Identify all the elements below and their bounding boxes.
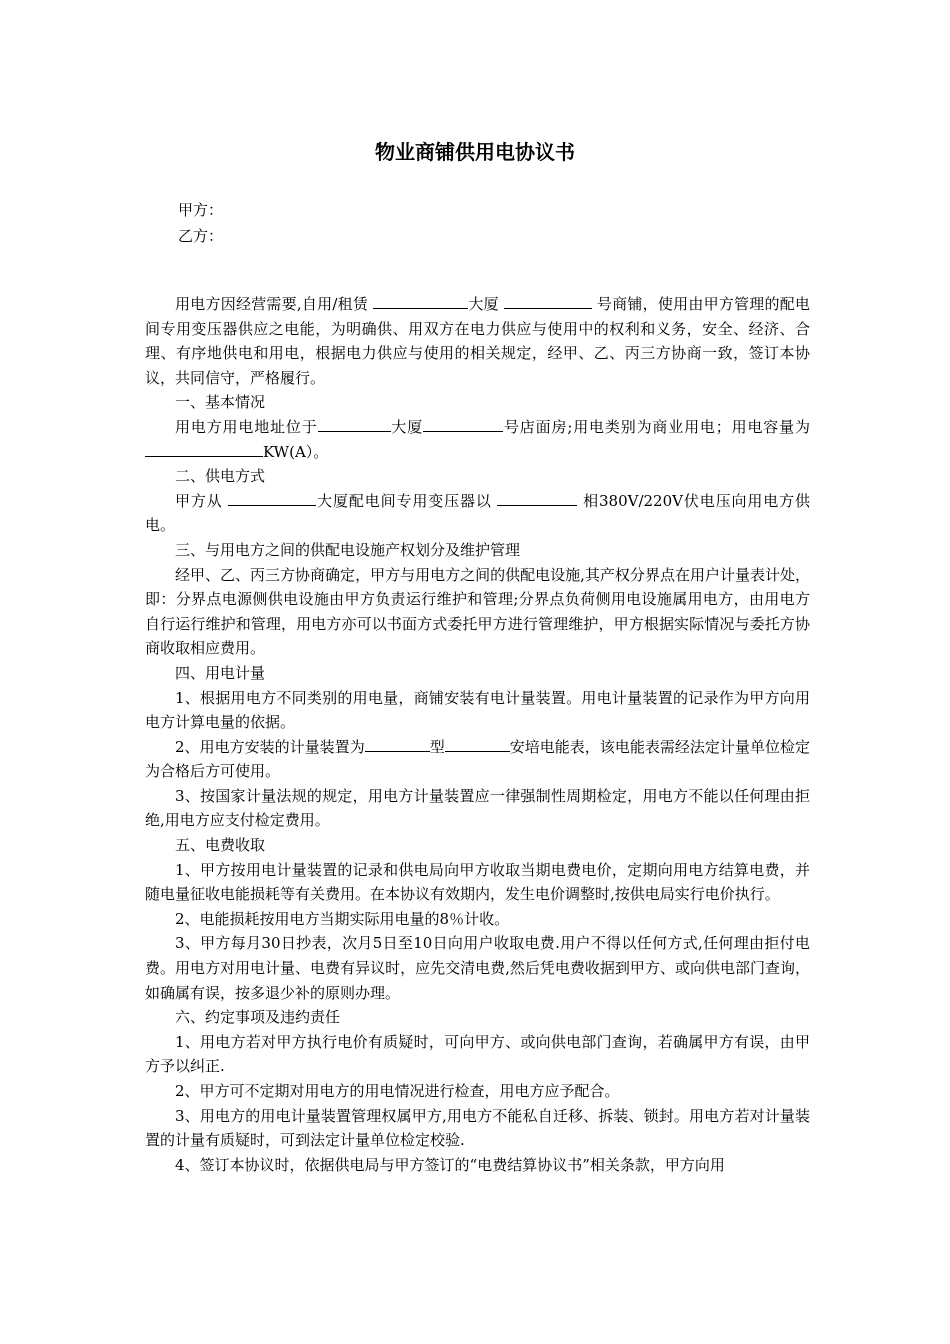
section-paragraph: 1、用电方若对甲方执行电价有质疑时，可向甲方、或向供电部门查询，若确属甲方有误，由甲方予以纠正.: [145, 1032, 810, 1076]
section-paragraph: 4、签订本协议时，依据供电局与甲方签订的“电费结算协议书”相关条款，甲方向用: [175, 1155, 725, 1174]
section-heading: 三、与用电方之间的供配电设施产权划分及维护管理: [175, 540, 521, 559]
section-heading: 四、用电计量: [175, 663, 266, 682]
section-heading: 五、电费收取: [175, 836, 266, 855]
party-b-label: 乙方：: [178, 227, 224, 245]
blank-address-building: [318, 417, 391, 432]
blank-building-name: [373, 294, 468, 309]
section-paragraph: 2、甲方可不定期对用电方的用电情况进行检查，用电方应予配合。: [175, 1082, 620, 1100]
section-heading: 六、约定事项及违约责任: [175, 1008, 341, 1027]
blank-capacity: [145, 442, 263, 457]
section-paragraph: 1、甲方按用电计量装置的记录和供电局向甲方收取当期电费电价，定期向用电方结算电费，并随电量征收电能损耗等有关费用。在本协议有效期内，发生电价调整时,按供电局实行电价执行。: [145, 860, 810, 904]
blank-meter-model: [365, 737, 430, 752]
section-paragraph: 3、用电方的用电计量装置管理权属甲方,用电方不能私自迁移、拆装、锁封。用电方若对计量装置的计量有质疑时，可到法定计量单位检定校验.: [145, 1106, 810, 1150]
blank-supply-building: [228, 491, 316, 506]
blank-phase: [497, 491, 577, 506]
basic-info-paragraph: 用电方用电地址位于 大厦 号店面房;用电类别为商业用电；用电容量为KW(A）。: [145, 415, 810, 464]
section-paragraph: 3、按国家计量法规的规定，用电方计量装置应一律强制性周期检定，用电方不能以任何理由拒绝,用电方应支付检定费用。: [145, 786, 810, 830]
section-heading: 一、基本情况: [175, 393, 266, 412]
intro-paragraph: 用电方因经营需要,自用/租赁 大厦 号商铺，使用由甲方管理的配电间专用变压器供应之电能，为明确供、用双方在电力供应与使用中的权利和义务，安全、经济、合理、有序地供电和用电，根据电力供应与使用的相关规定，经甲、乙、丙三方协商一致，签订本协议，共同信守，严格履行。: [145, 295, 811, 387]
document-title: 物业商铺供用电协议书: [375, 140, 575, 164]
section-paragraph: 2、电能损耗按用电方当期实际用电量的8％计收。: [175, 909, 510, 928]
blank-meter-ampere: [445, 737, 510, 752]
section-paragraph: 经甲、乙、丙三方协商确定，甲方与用电方之间的供配电设施,其产权分界点在用户计量表计处，即：分界点电源侧供电设施由甲方负责运行维护和管理;分界点负荷侧用电设施属用电方，由用电方自行运行维护和管理，用电方亦可以书面方式委托甲方进行管理维护，甲方根据实际情况与委托方协商收取相应费用。: [145, 565, 810, 658]
agreement-body: [145, 292, 810, 1177]
meter-paragraph: 2、用电方安装的计量装置为 型 安培电能表，该电能表需经法定计量单位检定为合格后方可使用。: [145, 737, 810, 781]
section-paragraph: 1、根据用电方不同类别的用电量，商铺安装有电计量装置。用电计量装置的记录作为甲方向用电方计算电量的依据。: [145, 688, 810, 732]
supply-method-paragraph: 甲方从 大厦配电间专用变压器以 相380V/220V伏电压向用电方供电。: [145, 491, 810, 535]
section-paragraph: 3、甲方每月30日抄表，次月5日至10日向用户收取电费.用户不得以任何方式,任何理由拒付电费。用电方对用电计量、电费有异议时，应先交清电费,然后凭电费收据到甲方、或向供电部门查询，如确属有误，按多退少补的原则办理。: [145, 934, 810, 1002]
blank-address-shop: [423, 417, 503, 432]
section-heading: 二、供电方式: [175, 467, 266, 486]
party-a-label: 甲方：: [178, 201, 224, 219]
blank-shop-number: [504, 294, 592, 309]
